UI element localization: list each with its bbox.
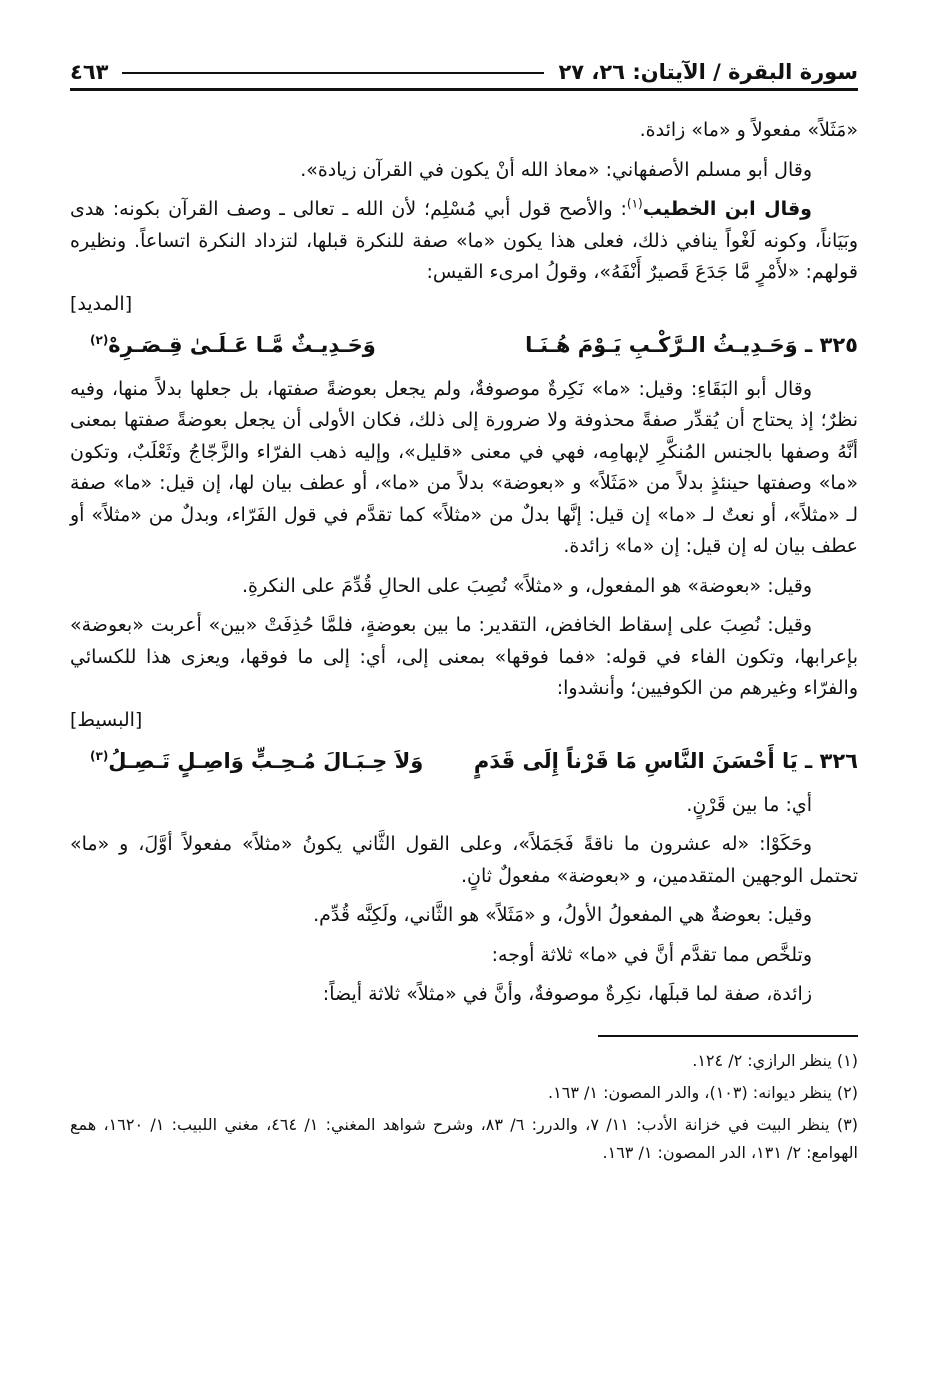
footnote: (٣) ينظر البيت في خزانة الأدب: ١١/ ٧، والدرر: ٦/ ٨٣، وشرح شواهد المغني: ١/ ٤٦٤، مغني اللبيب: ١/ ١٦٢٠، همع الهوامع: ٢/ ١٣١، الدر المصون: ١/ ١٦٣.: [70, 1114, 858, 1162]
paragraph: [70, 610, 858, 736]
paragraph: «مَثَلاً» مفعولاً و «ما» زائدة.: [639, 119, 858, 141]
running-title: سورة البقرة / الآيتان: ٢٦، ٢٧: [558, 60, 858, 84]
paragraph: وقال أبو البَقَاءِ: وقيل: «ما» نَكِرةٌ موصوفةٌ، ولم يجعل بعوضةً صفتها، بل جعلها بدلاً منها، وفيه نظرٌ؛ إذ يحتاج أن يُقدِّر صفةً محذوفة ولا ضرورة إلى ذلك، فكان الأولى أن يجعل بعوضةً صفتها بمعنى أنَّهُ وصفها بالجنس المُنكَّرِ لإبهامِه، فهي في معنى «قليل»، وإليه ذهب الفرّاء والزَّجّاجُ وثَعْلَبٌ، وتكون «ما» وصفتها حينئذٍ بدلاً من «مَثَلاً» و «بعوضة» بدلاً من «ما»، أو عطف بيان لها، إن قيل: «ما» صفة لـ «مثلاً»، أو نعتٌ لـ «ما» إن قيل: إنَّها بدلٌ من «مثلاً» كما تقدَّم في قول الفَرّاء، وبدلٌ من «مثلاً» أو عطف بيان له إن قيل: إن «ما» زائدة.: [70, 377, 858, 557]
footnote-ref: (٢): [90, 333, 109, 347]
page-number: ٤٦٣: [70, 60, 109, 84]
paragraph: وقيل: بعوضةٌ هي المفعولُ الأولُ، و «مَثَلاً» هو الثَّاني، ولَكِنَّه قُدِّم.: [313, 904, 812, 926]
paragraph: وتلخَّص مما تقدَّم أنَّ في «ما» ثلاثة أوجه:: [491, 943, 812, 966]
meter-label: [البسيط]: [70, 708, 143, 731]
verse-hemistich: ٣٢٦ ـ يَا أَحْسَنَ النَّاسِ مَا قَرْناً إِلَى قَدَمٍ: [473, 749, 858, 773]
paragraph: [70, 194, 858, 320]
paragraph: وقال أبو مسلم الأصفهاني: «معاذ الله أنْ يكون في القرآن زيادة».: [300, 158, 812, 181]
footnote: (١) ينظر الرازي: ٢/ ١٢٤.: [692, 1050, 858, 1070]
meter-label: [المديد]: [70, 292, 133, 315]
poetry-verse: [70, 746, 858, 778]
paragraph-text: وقيل: نُصِبَ على إسقاط الخافض، التقدير: ما بين بعوضةٍ، فلمَّا حُذِفَتْ «بين» أعربت «بعوضة» بإعرابها، وتكون الفاء في قوله: «فما فوقها» بمعنى إلى، أي: إلى ما فوقها، ويعزى هذا للكسائي والفرّاء وغيرهم من الكوفيين؛ وأنشدوا:: [70, 614, 858, 699]
bold-lead: وقال ابن الخطيب: [642, 198, 812, 220]
footnote-separator: [598, 1035, 858, 1037]
poetry-verse: [70, 330, 858, 362]
paragraph: وحَكَوْا: «له عشرون ما ناقةً فَجَمَلاً»، وعلى القول الثَّاني يكونُ «مثلاً» مفعولاً أوَّلَ، و «ما» تحتمل الوجهين المتقدمين، و «بعوضة» مفعولٌ ثانٍ.: [70, 833, 858, 887]
verse-hemistich: ٣٢٥ ـ وَحَـدِيـثُ الـرَّكْـبِ يَـوْمَ هُـنَـا: [525, 333, 858, 357]
paragraph-text: : والأصح قول أبي مُسْلِم؛ لأن الله ـ تعالى ـ وصف القرآن بكونه: هدى وبَيَاناً، وكونه لَغْواً ينافي ذلك، فعلى هذا يكون «ما» صفة للنكرة قبلها، لتزداد النكرة اتساعاً. ونظيره قولهم: «لأَمْرٍ مَّا جَدَعَ قَصيرٌ أَنْفَهُ»، وقولُ امرىء القيس:: [70, 198, 858, 283]
footnote-ref: (١): [626, 196, 643, 211]
paragraph: أي: ما بين قَرْنٍ.: [686, 793, 812, 816]
book-page: [70, 52, 858, 1356]
verse-hemistich: وَحَـدِيـثٌ مَّـا عَـلَـىٰ قِـصَـرِهْ$^{(٢)}$: [90, 333, 376, 357]
footnotes: [70, 1047, 858, 1167]
paragraph: زائدة، صفة لما قبلَها، نكِرةٌ موصوفةٌ، وأنَّ في «مثلاً» ثلاثة أيضاً:: [322, 983, 812, 1005]
footnote: (٢) ينظر ديوانه: (١٠٣)، والدر المصون: ١/ ١٦٣.: [548, 1082, 858, 1102]
footnote-ref: (٣): [90, 749, 109, 763]
running-header: [70, 52, 858, 91]
paragraph: وقيل: «بعوضة» هو المفعول، و «مثلاً» نُصِبَ على الحالِ قُدِّمَ على النكرةِ.: [241, 574, 812, 597]
main-text: [70, 115, 858, 1011]
header-rule: [122, 72, 544, 74]
verse-hemistich: وَلاَ حِـبَـالَ مُـحِـبٍّ وَاصِـلٍ تَـصِـلُ$^{(٣)}$: [90, 749, 424, 773]
